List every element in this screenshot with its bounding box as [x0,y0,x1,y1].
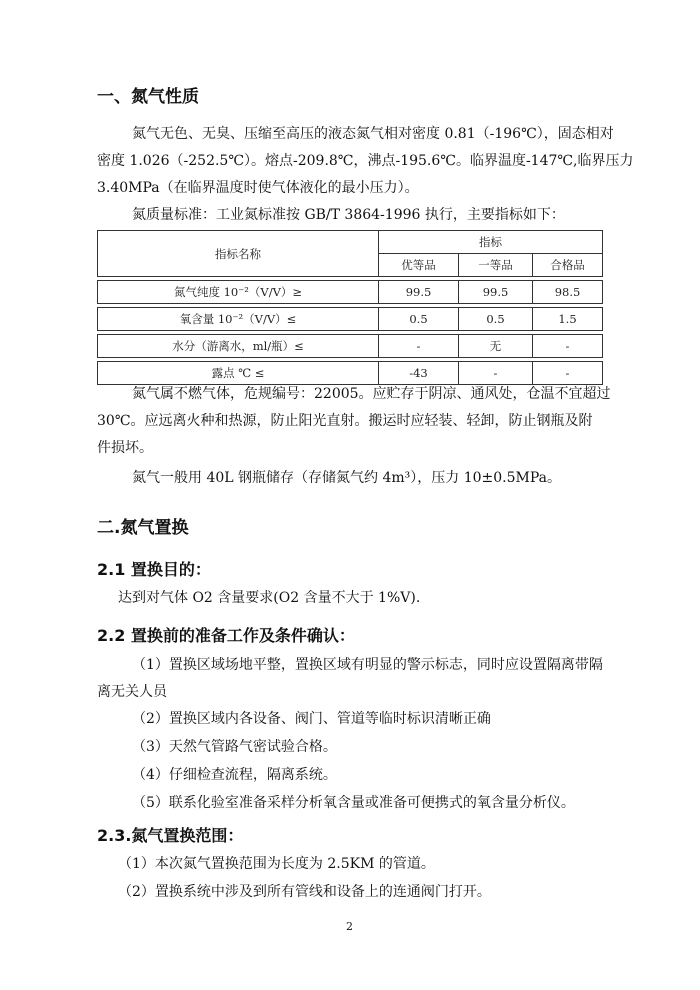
table-cell: 99.5 [379,281,459,304]
s22-item-5: （5）联系化验室准备采样分析氧含量或准备可便携式的氧含量分析仪。 [132,795,575,811]
table-cell: 1.5 [533,308,603,331]
section-1-title: 一、氮气性质 [97,87,199,107]
s21-text: 达到对气体 O2 含量要求(O2 含量不大于 1%V). [118,590,421,606]
table-row-name: 露点 ℃ ≤ [98,362,379,385]
s1-paragraph-2: 氮质量标准：工业氮标准按 GB/T 3864-1996 执行，主要指标如下： [132,207,565,223]
s22-item-1-line-2: 离无关人员 [97,684,167,700]
table-grade-3: 合格品 [533,254,603,277]
table-row [98,362,603,385]
section-2-2-title: 2.2 置换前的准备工作及条件确认： [97,626,355,645]
s22-item-1-line-1: （1）置换区域场地平整，置换区域有明显的警示标志，同时应设置隔离带隔 [132,657,603,673]
s1-paragraph-3-line-2: 30℃。应远离火种和热源，防止阳光直射。搬运时应轻装、轻卸，防止钢瓶及附 [97,413,593,429]
s1-paragraph-3-line-1: 氮气属不燃气体，危规编号：22005。应贮存于阴凉、通风处，仓温不宜超过 [132,386,611,402]
table-row-name: 氧含量 10⁻²（V/V）≤ [98,308,379,331]
table-row [98,308,603,331]
table-row [98,335,603,358]
table-cell: 98.5 [533,281,603,304]
s22-item-3: （3）天然气管路气密试验合格。 [132,739,337,755]
s22-item-2: （2）置换区域内各设备、阀门、管道等临时标识清晰正确 [132,711,491,727]
table-row [98,281,603,304]
section-2-1-title: 2.1 置换目的： [97,560,211,579]
s23-item-1: （1）本次氮气置换范围为长度为 2.5KM 的管道。 [118,856,435,872]
s1-paragraph-1-line-1: 氮气无色、无臭、压缩至高压的液态氮气相对密度 0.81（-196℃），固态相对 [132,126,614,142]
s1-paragraph-4: 氮气一般用 40L 钢瓶储存（存储氮气约 4m³），压力 10±0.5MPa。 [132,470,561,486]
s22-item-4: （4）仔细检查流程，隔离系统。 [132,767,337,783]
section-2-3-title: 2.3.氮气置换范围： [97,826,244,845]
table-cell: -43 [379,362,459,385]
table-grade-2: 一等品 [459,254,533,277]
table-cell: 0.5 [379,308,459,331]
page-number: 2 [346,920,353,933]
section-2-title: 二.氮气置换 [97,518,189,538]
table-grade-1: 优等品 [379,254,459,277]
table-cell: - [379,335,459,358]
table-header-group: 指标 [379,231,603,254]
table-cell: - [459,362,533,385]
table-cell: 99.5 [459,281,533,304]
table-row-name: 氮气纯度 10⁻²（V/V）≥ [98,281,379,304]
s1-paragraph-1-line-2: 密度 1.026（-252.5℃）。熔点-209.8℃，沸点-195.6℃。临界温度-147℃,临界压力 [97,153,634,169]
table-row-name: 水分（游离水，ml/瓶）≤ [98,335,379,358]
table-cell: - [533,335,603,358]
s1-paragraph-1-line-3: 3.40MPa（在临界温度时使气体液化的最小压力）。 [97,180,419,196]
table-cell: 0.5 [459,308,533,331]
table-cell: 无 [459,335,533,358]
nitrogen-spec-table [97,230,603,385]
s23-item-2: （2）置换系统中涉及到所有管线和设备上的连通阀门打开。 [118,884,491,900]
table-header-name: 指标名称 [98,231,379,277]
table-cell: - [533,362,603,385]
s1-paragraph-3-line-3: 件损坏。 [97,440,153,456]
